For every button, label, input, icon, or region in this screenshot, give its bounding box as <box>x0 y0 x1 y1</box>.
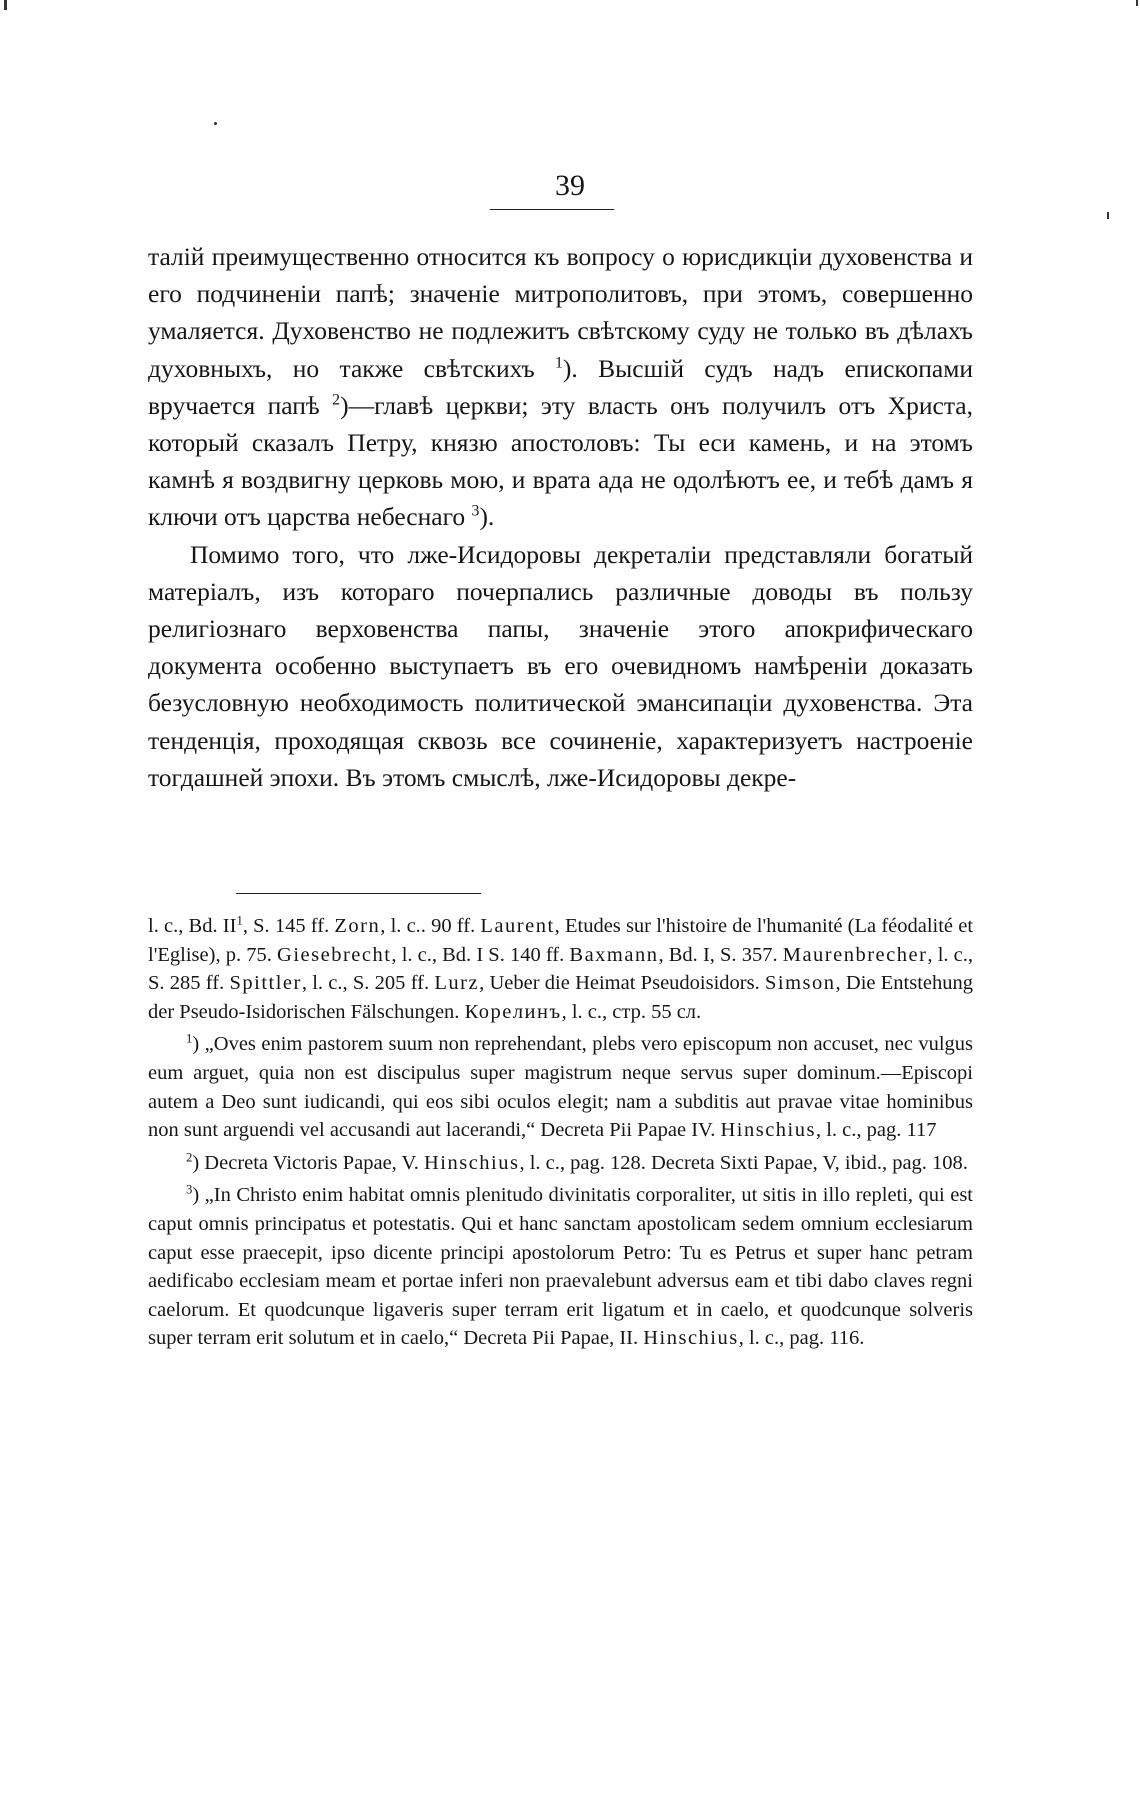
footnote-3 <box>148 1181 973 1353</box>
speck <box>1136 0 1138 6</box>
author-simson: Simson <box>764 972 836 995</box>
author-korelin: Корелинъ <box>464 1000 562 1023</box>
author-zorn: Zorn <box>334 915 381 937</box>
footnote-intro-h: , l. c., S. 205 ff. <box>301 972 435 995</box>
author-baxmann: Baxmann <box>569 943 659 966</box>
paragraph-1-text-b: ). Высшій судъ надъ епископами вручается папѣ <box>148 353 973 420</box>
author-giesebrecht: Giesebrecht <box>277 943 392 966</box>
footnote-1-mark: 1 <box>186 1031 193 1046</box>
speck <box>214 122 217 125</box>
page-number: 39 <box>555 169 585 202</box>
speck <box>1107 212 1109 219</box>
footnote-1-ref: , l. c., pag. 117 <box>815 1119 937 1142</box>
footnote-ref-3: 3 <box>471 502 480 520</box>
paragraph-1-text-a: талій преимущественно относится къ вопросу о юрисдикціи духовенства и его подчиненіи папѣ; значеніе митрополитовъ, при этомъ, совершенно умаляется. Духовенство не подлежитъ свѣтскому суду не только въ дѣлахъ духовныхъ, но также свѣтскихъ <box>148 242 973 383</box>
footnote-ref-2: 2 <box>332 391 341 409</box>
footnote-intro-k: , l. c., стр. 55 сл. <box>561 1000 702 1023</box>
footnote-2-mark: 2 <box>186 1150 193 1165</box>
footnote-1-text: ) „Oves enim pastorem suum non reprehendant, plebs vero episcopum non accuset, nec vulgus eum arguet, quia non est discipulus super magistrum neque servus super dominum.—Episcopi autem a Deo sunt iudicandi, qui eos sibi oculos elegit; nam a subditis aut pravae vitae hominibus non sunt arguendi vel accusandi aut lacerandi,“ Decreta Pii Papae IV. <box>148 1033 973 1142</box>
footnote-intro-i: , Ueber die Heimat Pseudoisidors. <box>479 972 765 995</box>
footnote-intro-d: , Etudes sur l'histoire de l'humanité (La féodalité et l'Eglise), p. 75. <box>148 915 974 966</box>
footnote-2 <box>148 1149 973 1178</box>
footnote-1-author: Hinschius <box>720 1119 816 1142</box>
footnote-intro-a: l. c., Bd. II <box>148 915 237 937</box>
main-text <box>148 238 973 796</box>
paragraph-1-text-c: )—главѣ церкви; эту власть онъ получилъ отъ Христа, который сказалъ Петру, князю апостоловъ: Ты еси камень, и на этомъ камнѣ я воздвигну церковь мою, и врата ада не одолѣютъ ее, и тебѣ дамъ я ключи отъ царства небеснаго <box>148 390 973 532</box>
footnote-intro-j: , Die Entstehung der Pseudo-Isidorischen Fälschungen. <box>148 972 973 1023</box>
footnote-2-text: ) Decreta Victoris Papae, V. <box>192 1151 424 1174</box>
author-laurent: Laurent <box>480 915 555 937</box>
footnotes <box>148 912 973 1357</box>
author-spittler: Spittler <box>229 972 302 995</box>
footnote-1 <box>148 1030 973 1144</box>
footnote-intro-c: , l. c.. 90 ff. <box>380 915 481 937</box>
footnote-separator <box>236 893 481 894</box>
footnote-3-text: ) „In Christo enim habitat omnis plenitudo divinitatis corporaliter, ut sitis in illo repleti, qui est caput omnis principatus et potestatis. Qui et hanc sanctam apostolicam sedem omnium ecclesiarum caput esse praecepit, ipso dicente principi apostolorum Petro: Tu es Petrus et super hanc petram aedificabo ecclesiam meam et portae inferi non praevalebunt adversus eam et tibi dabo claves regni caelorum. Et quodcunque ligaveris super terram erit ligatum et in caelo, et quodcunque solveris super terram erit solutum et in caelo,“ Decreta Pii Papae, II. <box>148 1184 973 1350</box>
footnote-intro-sup: 1 <box>236 913 243 928</box>
footnote-intro-f: , Bd. I, S. 357. <box>658 943 783 966</box>
footnote-2-ref: , l. c., pag. 128. Decreta Sixti Papae, V, ibid., pag. 108. <box>519 1151 968 1174</box>
paragraph-2: Помимо того, что лже-Исидоровы декреталіи представляли богатый матеріалъ, изъ котораго почерпались различные доводы въ пользу религіознаго верховенства папы, значеніе этого апокрифическаго документа особенно выступаетъ въ его очевидномъ намѣреніи доказать безусловную необходимость политической эмансипаціи духовенства. Эта тенденція, проходящая сквозь все сочиненіе, характеризуетъ настроеніе тогдашней эпохи. Въ этомъ смыслѣ, лже-Исидоровы декре- <box>148 539 973 792</box>
footnote-2-author: Hinschius <box>423 1151 520 1174</box>
paragraph-1-text-d: ). <box>479 502 495 532</box>
footnote-3-ref: , l. c., pag. 116. <box>738 1327 865 1350</box>
footnote-intro-b: , S. 145 ff. <box>242 915 335 937</box>
page-number-rule <box>490 209 614 210</box>
speck <box>4 0 7 10</box>
footnote-ref-1: 1 <box>555 354 563 372</box>
footnote-intro-e: , l. c., Bd. I S. 140 ff. <box>391 943 570 966</box>
paragraph-1 <box>148 238 973 536</box>
footnote-3-mark: 3 <box>186 1182 193 1197</box>
footnote-intro <box>148 912 973 1026</box>
author-lurz: Lurz <box>434 972 480 995</box>
author-maurenbrecher: Maurenbrecher <box>782 943 928 966</box>
footnote-intro-g: , l. c., S. 285 ff. <box>148 943 973 995</box>
footnote-3-author: Hinschius <box>643 1327 739 1350</box>
